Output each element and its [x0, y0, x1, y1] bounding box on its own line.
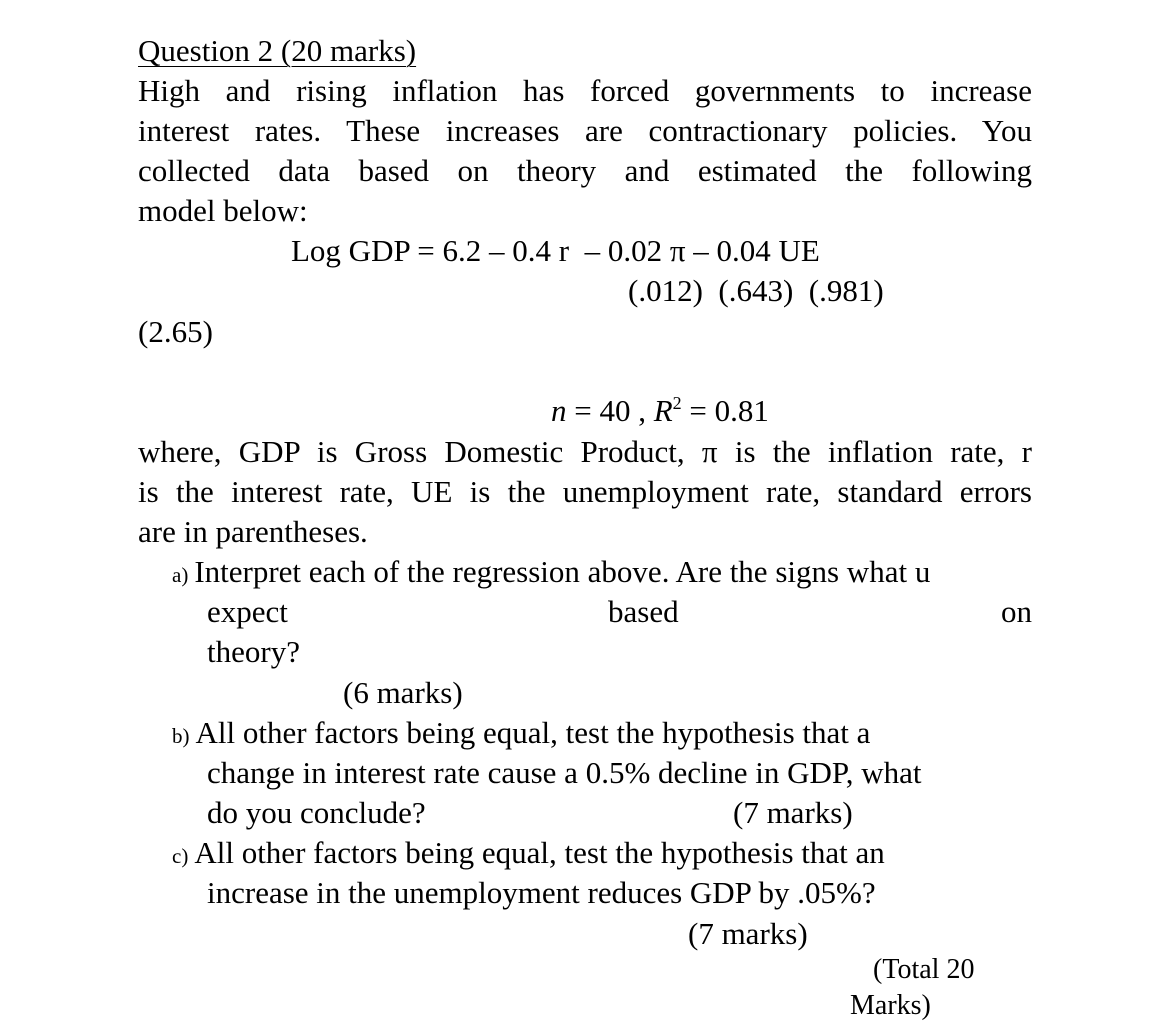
part-c-line-2: increase in the unemployment reduces GDP by .05%?	[207, 875, 876, 910]
part-b-line-1	[172, 713, 870, 756]
standard-errors: (.012) (.643) (.981)	[628, 273, 884, 308]
r-squared-symbol: R	[653, 393, 673, 428]
n-value: = 40 ,	[566, 393, 654, 428]
intro-line-3: collected data based on theory and estimated the following	[138, 153, 1032, 188]
part-c-marks: (7 marks)	[688, 916, 808, 951]
r-squared-value: = 0.81	[681, 393, 769, 428]
part-a-word-based: based	[608, 594, 679, 629]
part-c-text: All other factors being equal, test the hypothesis that an	[194, 835, 885, 870]
part-a-word-on: on	[1001, 594, 1032, 629]
intro-line-2: interest rates. These increases are contractionary policies. You	[138, 113, 1032, 148]
part-a-line-1	[172, 552, 930, 595]
part-b-label: b)	[172, 724, 190, 748]
part-c-label: c)	[172, 844, 189, 868]
model-statistics	[551, 391, 769, 431]
part-b-marks: (7 marks)	[733, 795, 853, 830]
part-a-line-3: theory?	[207, 634, 300, 669]
n-symbol: n	[551, 393, 567, 428]
intercept-standard-error: (2.65)	[138, 314, 213, 349]
regression-equation: Log GDP = 6.2 – 0.4 r – 0.02 π – 0.04 UE	[291, 233, 820, 268]
part-b-line-2: change in interest rate cause a 0.5% decline in GDP, what	[207, 755, 922, 790]
total-marks-line-1: (Total 20	[873, 954, 975, 985]
part-a-marks: (6 marks)	[343, 675, 463, 710]
part-a-label: a)	[172, 563, 189, 587]
where-line-2: is the interest rate, UE is the unemployment rate, standard errors	[138, 474, 1032, 509]
part-a-text: Interpret each of the regression above. Are the signs what u	[194, 554, 931, 589]
total-marks-line-2: Marks)	[850, 990, 931, 1021]
question-heading: Question 2 (20 marks)	[138, 33, 417, 68]
part-c-line-1	[172, 833, 885, 876]
part-a-word-expect: expect	[207, 594, 288, 629]
part-b-text: All other factors being equal, test the hypothesis that a	[195, 715, 871, 750]
part-a-line-2	[207, 592, 1032, 632]
intro-line-1: High and rising inflation has forced governments to increase	[138, 73, 1032, 108]
r-squared-exponent: 2	[672, 393, 682, 413]
part-b-line-3: do you conclude?	[207, 795, 426, 830]
where-line-3: are in parentheses.	[138, 514, 368, 549]
where-line-1: where, GDP is Gross Domestic Product, π is the inflation rate, r	[138, 434, 1032, 469]
intro-line-4: model below:	[138, 193, 308, 228]
